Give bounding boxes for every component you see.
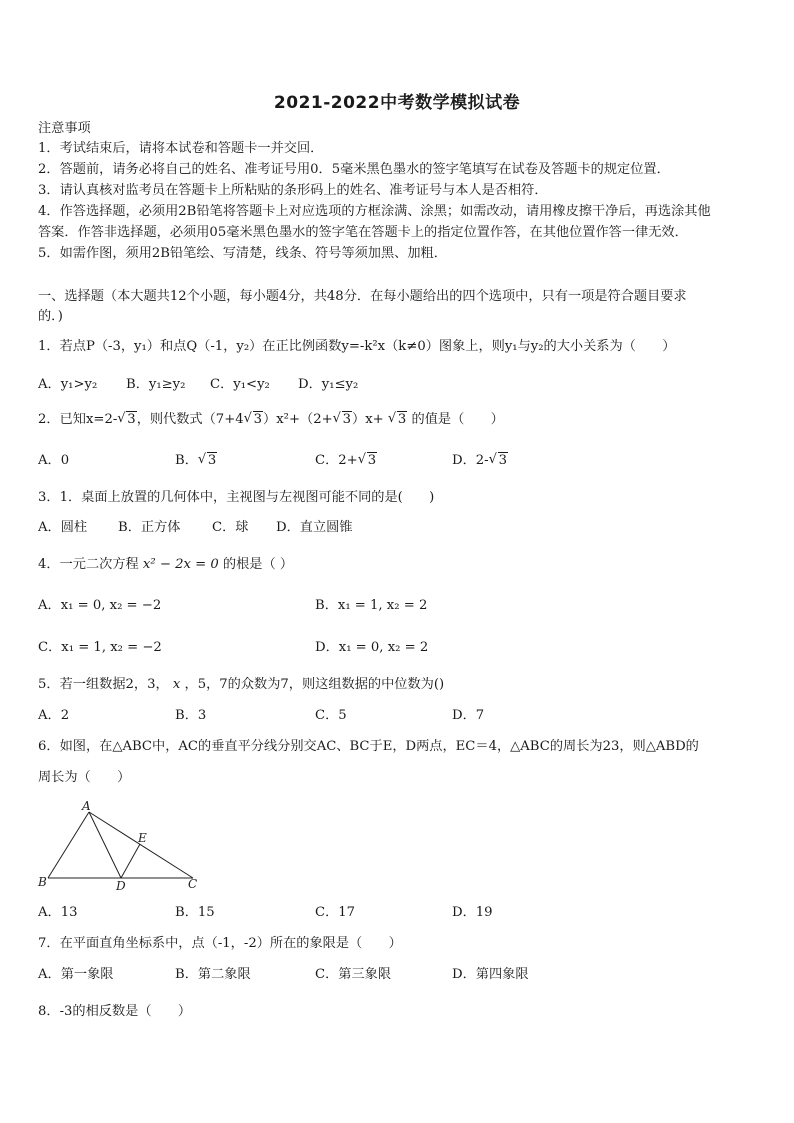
label-a: A <box>82 799 91 813</box>
notice-item: 1．考试结束后，请将本试卷和答题卡一并交回． <box>38 141 324 156</box>
q7-option-d: D．第四象限 <box>452 967 529 982</box>
sqrt-radicand: 3 <box>253 412 263 427</box>
q4-option-d: D．x₁ = 0, x₂ = 2 <box>315 640 429 655</box>
q5-option-d: D．7 <box>452 708 485 723</box>
q4-option-c: C．x₁ = 1, x₂ = −2 <box>38 640 162 655</box>
sqrt-radicand: 3 <box>342 412 352 427</box>
q5-option-c: C．5 <box>315 708 347 723</box>
label-e: E <box>138 831 147 845</box>
q5-variable: x <box>172 677 181 692</box>
section-heading-cont: 的．) <box>38 309 63 324</box>
q1-option-b: B．y₁≥y₂ <box>126 377 186 392</box>
question-1-stem: 1．若点P（-3，y₁）和点Q（-1，y₂）在正比例函数y=-k²x（k≠0）图象上，则y₁与y₂的大小关系为（ ） <box>38 339 676 354</box>
q6-option-c: C．17 <box>315 905 356 920</box>
q2-option-b-label: B． <box>175 453 198 468</box>
sqrt-symbol <box>491 452 508 470</box>
q2-option-a: A．0 <box>38 453 70 468</box>
q2-stem-part: 2．已知x=2- <box>38 412 118 427</box>
question-2-stem <box>38 411 504 429</box>
q6-option-d: D．19 <box>452 905 493 920</box>
question-3-stem: 3．1．桌面上放置的几何体中，主视图与左视图可能不同的是( ) <box>38 490 435 505</box>
sqrt-symbol <box>335 411 352 429</box>
sqrt-radicand: 3 <box>367 453 377 468</box>
notice-item: 2．答题前，请务必将自己的姓名、准考证号用0．5毫米黑色墨水的签字笔填写在试卷及答题卡的规定位置． <box>38 162 670 177</box>
q5-stem-part: ，5，7的众数为7，则这组数据的中位数为() <box>184 677 445 692</box>
sqrt-radicand: 3 <box>207 453 217 468</box>
q2-stem-part: 的值是（ ） <box>411 412 504 427</box>
q4-option-b: B．x₁ = 1, x₂ = 2 <box>315 598 428 613</box>
q3-option-c: C．球 <box>212 520 249 535</box>
sqrt-symbol <box>360 452 377 470</box>
notice-heading: 注意事项 <box>38 121 91 136</box>
q2-option-c-label: C．2+ <box>315 453 358 468</box>
q1-option-a: A．y₁>y₂ <box>38 377 98 392</box>
question-7-stem: 7．在平面直角坐标系中，点（-1，-2）所在的象限是（ ） <box>38 936 402 951</box>
q2-stem-part: ）x²+（2+ <box>263 412 333 427</box>
q6-option-b: B．15 <box>175 905 215 920</box>
q7-option-b: B．第二象限 <box>175 967 251 982</box>
question-6-stem: 6．如图，在△ABC中，AC的垂直平分线分别交AC、BC于E，D两点，EC＝4，△ABC的周长为23，则△ABD的 <box>38 739 699 754</box>
q5-option-b: B．3 <box>175 708 207 723</box>
label-d: D <box>116 879 126 893</box>
q7-option-a: A．第一象限 <box>38 967 114 982</box>
segment-de <box>121 844 140 878</box>
sqrt-radicand: 3 <box>498 453 507 468</box>
q2-stem-part: ）x+ <box>352 412 384 427</box>
q1-option-d: D．y₁≤y₂ <box>298 377 359 392</box>
question-5-stem <box>38 676 444 694</box>
q4-equation: x² − 2x = 0 <box>142 557 219 572</box>
q6-option-a: A．13 <box>38 905 78 920</box>
sqrt-radicand: 3 <box>397 412 407 427</box>
page-title: 2021-2022中考数学模拟试卷 <box>273 93 521 113</box>
segment-ab <box>48 812 89 878</box>
q3-option-b: B．正方体 <box>118 520 181 535</box>
q3-option-a: A．圆柱 <box>38 520 88 535</box>
q2-stem-part: ，则代数式（7+4 <box>136 412 244 427</box>
q4-stem-part: 4．一元二次方程 <box>38 557 139 572</box>
q2-option-d-label: D．2- <box>452 453 489 468</box>
sqrt-symbol <box>200 452 217 470</box>
q2-option-d <box>452 452 508 470</box>
question-8-stem: 8．-3的相反数是（ ） <box>38 1004 192 1019</box>
notice-item: 答案．作答非选择题，必须用05毫米黑色墨水的签字笔在答题卡上的指定位置作答，在其他位置作答一律无效． <box>38 225 688 240</box>
notice-item: 5．如需作图，须用2B铅笔绘、写清楚，线条、符号等须加黑、加粗． <box>38 246 447 261</box>
sqrt-radicand: 3 <box>127 412 136 427</box>
q5-stem-part: 5．若一组数据2，3， <box>38 677 169 692</box>
section-heading: 一、选择题（本大题共12个小题，每小题4分，共48分．在每小题给出的四个选项中，只有一项是符合题目要求 <box>38 289 687 304</box>
q4-option-a: A．x₁ = 0, x₂ = −2 <box>38 598 162 613</box>
label-b: B <box>38 875 47 889</box>
notice-item: 3．请认真核对监考员在答题卡上所粘贴的条形码上的姓名、准考证号与本人是否相符． <box>38 183 548 198</box>
q7-option-c: C．第三象限 <box>315 967 392 982</box>
q3-option-d: D．直立圆锥 <box>276 520 353 535</box>
notice-item: 4．作答选择题，必须用2B铅笔将答题卡上对应选项的方框涂满、涂黑；如需改动，请用橡皮擦干净后，再选涂其他 <box>38 204 711 219</box>
q2-option-b <box>175 452 217 470</box>
question-6-stem-cont: 周长为（ ） <box>38 770 131 785</box>
sqrt-symbol <box>119 411 136 429</box>
label-c: C <box>188 877 198 891</box>
triangle-figure <box>36 798 216 894</box>
q2-option-c <box>315 452 377 470</box>
sqrt-symbol <box>246 411 263 429</box>
question-4-stem <box>38 556 293 574</box>
q4-stem-part: 的根是（ ） <box>222 557 294 572</box>
q1-option-c: C．y₁<y₂ <box>210 377 270 392</box>
sqrt-symbol <box>390 411 407 429</box>
q5-option-a: A．2 <box>38 708 70 723</box>
